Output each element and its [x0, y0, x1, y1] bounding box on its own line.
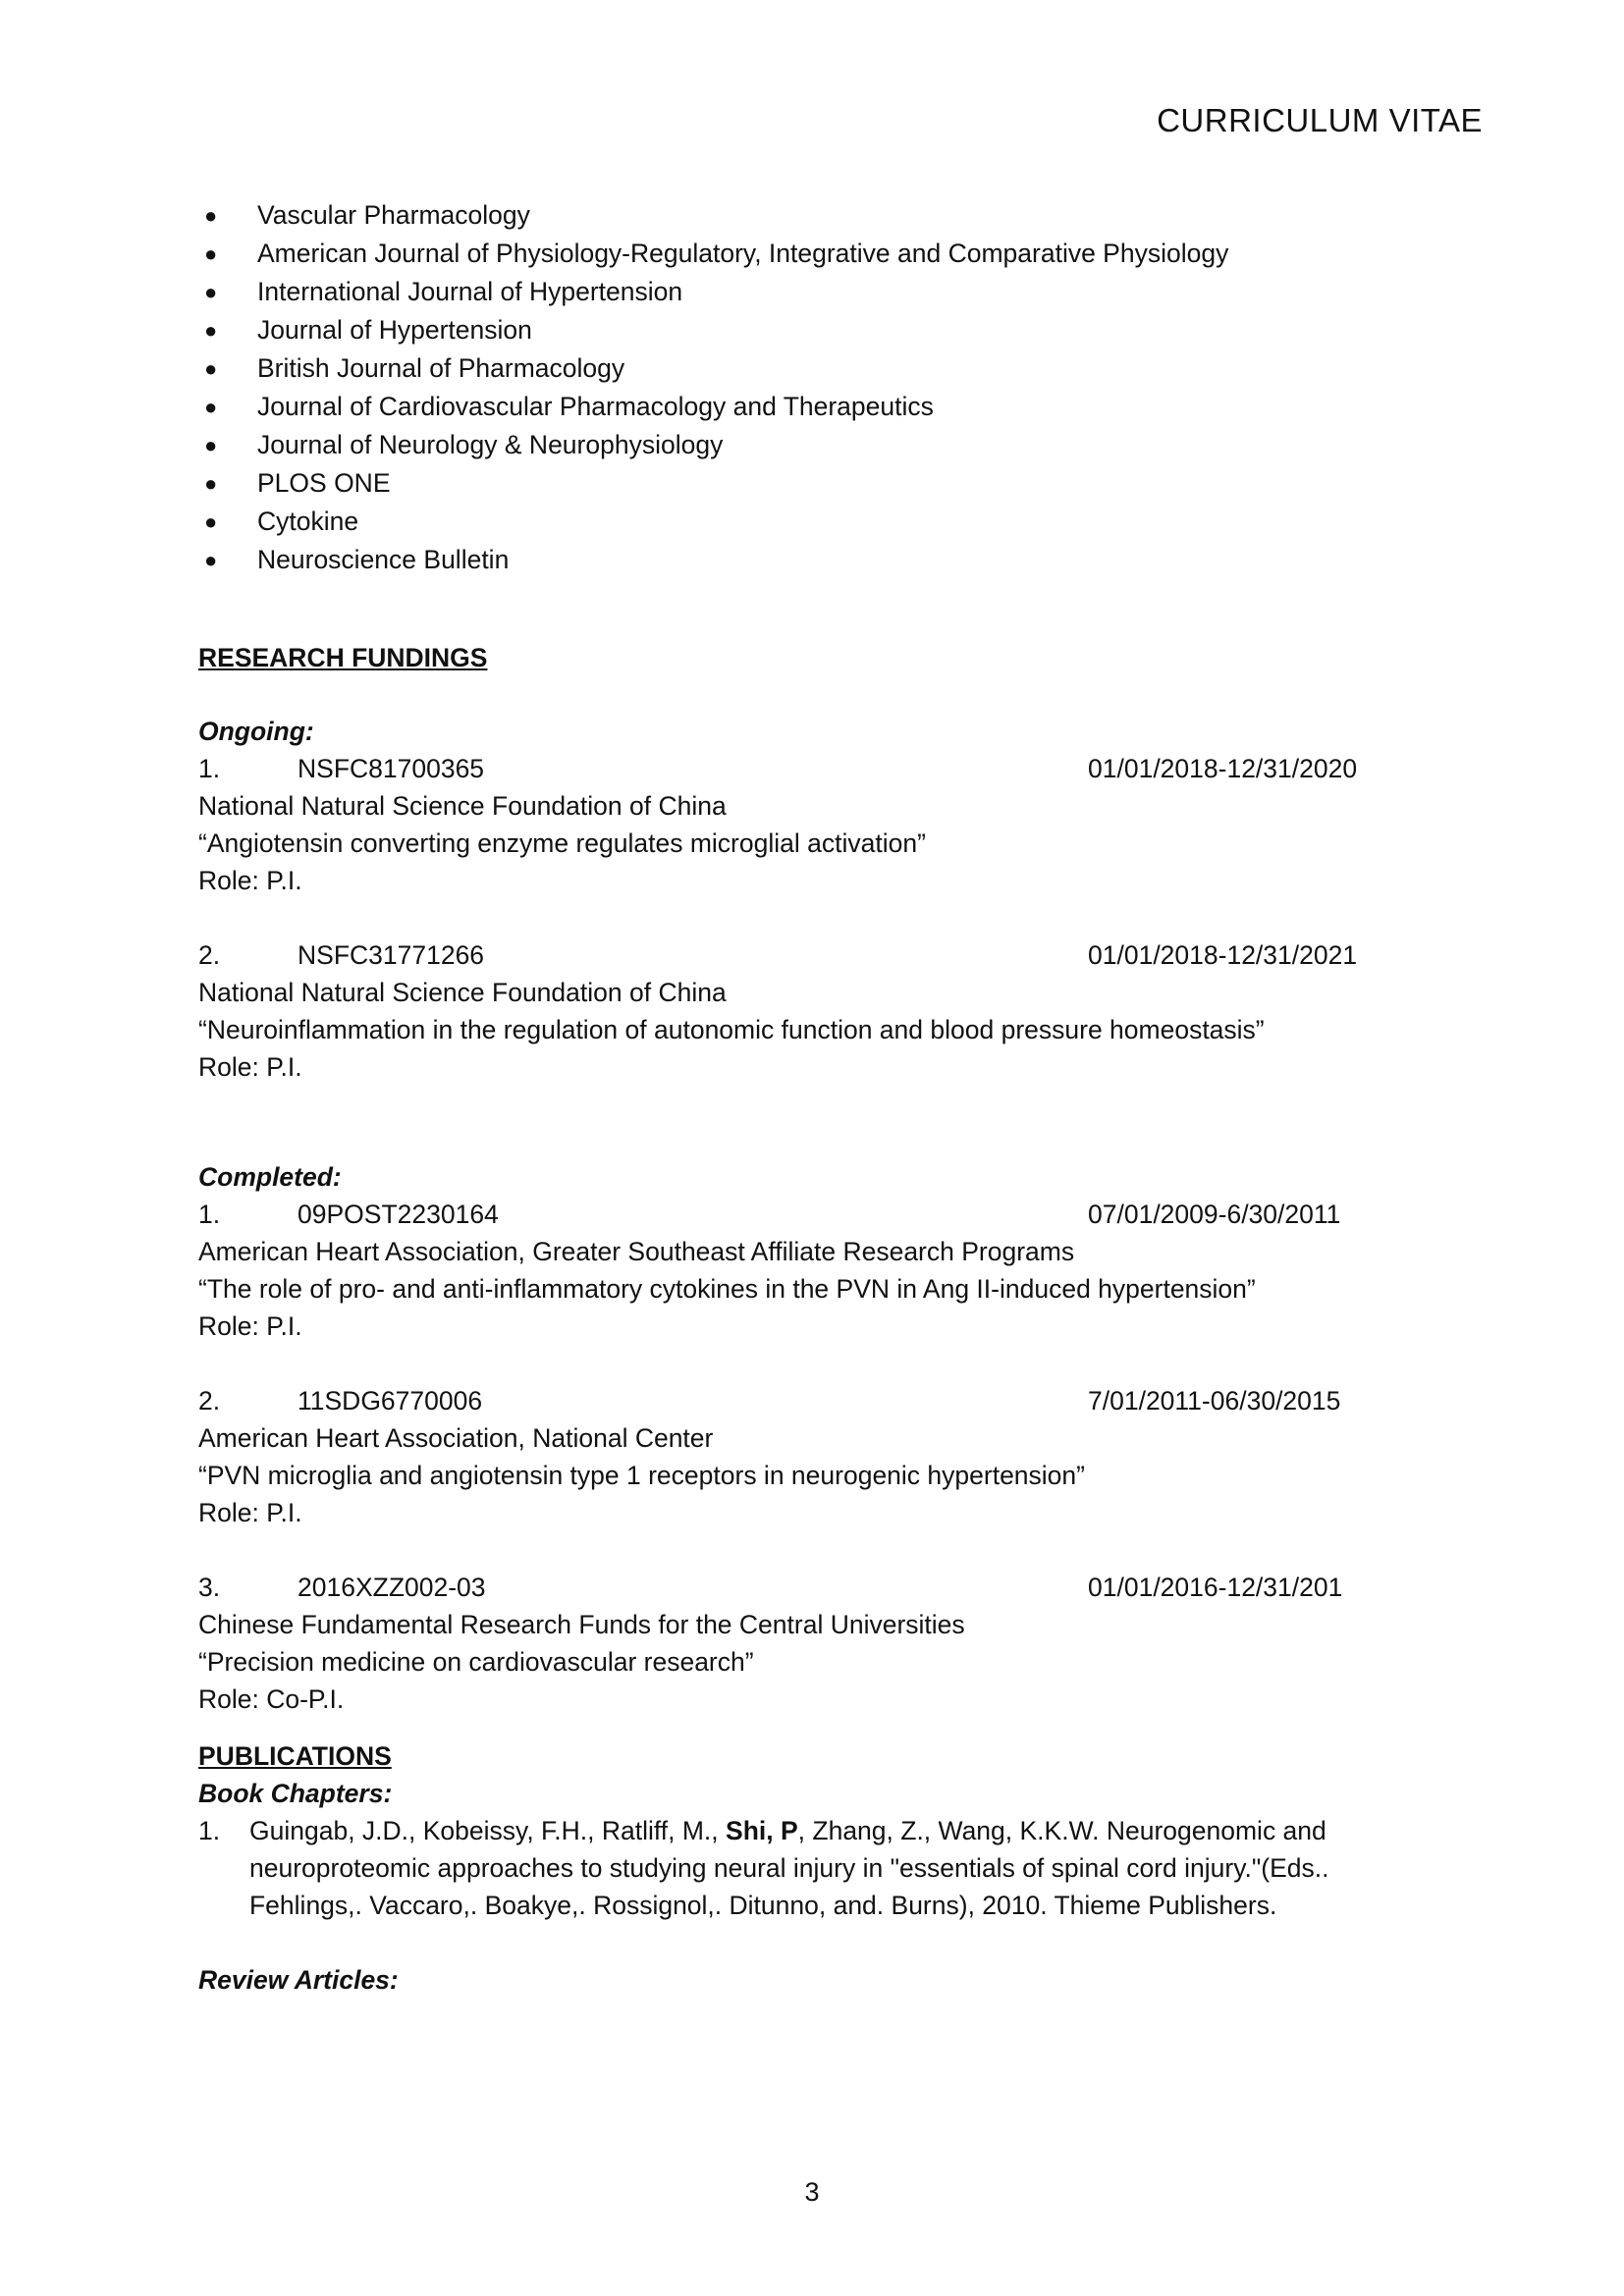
- grant-dates: 01/01/2016-12/31/201: [1088, 1573, 1343, 1602]
- publication-entry: [198, 1812, 1455, 1924]
- publications-heading: PUBLICATIONS: [198, 1741, 392, 1771]
- grant-number: 3.: [198, 1573, 221, 1602]
- bullet-icon: ●: [204, 509, 218, 534]
- grant-role: Role: P.I.: [198, 866, 302, 895]
- grant-number: 2.: [198, 940, 221, 970]
- list-item: ● Journal of Cardiovascular Pharmacology and Therapeutics: [198, 388, 1455, 426]
- page-number: 3: [804, 2177, 820, 2207]
- list-item: ● British Journal of Pharmacology: [198, 349, 1455, 388]
- grant-dates: 01/01/2018-12/31/2021: [1088, 940, 1358, 970]
- grant-agency: American Heart Association, National Center: [198, 1423, 714, 1453]
- publication-line: Guingab, J.D., Kobeissy, F.H., Ratliff, M., Shi, P, Zhang, Z., Wang, K.K.W. Neurogenomic and: [249, 1816, 1326, 1845]
- list-item: ● Neuroscience Bulletin: [198, 541, 1455, 579]
- grant-title: “PVN microglia and angiotensin type 1 receptors in neurogenic hypertension”: [198, 1461, 1085, 1490]
- list-item: ● American Journal of Physiology-Regulatory, Integrative and Comparative Physiology: [198, 235, 1455, 273]
- page-header-title: CURRICULUM VITAE: [1157, 102, 1483, 138]
- grant-role: Role: P.I.: [198, 1052, 302, 1082]
- list-item: ● Journal of Neurology & Neurophysiology: [198, 426, 1455, 464]
- document-body: [198, 196, 1455, 1999]
- list-item: ● Cytokine: [198, 503, 1455, 541]
- bullet-icon: ●: [204, 280, 218, 304]
- bullet-icon: ●: [204, 395, 218, 419]
- grant-agency: National Natural Science Foundation of China: [198, 978, 727, 1007]
- bullet-icon: ●: [204, 471, 218, 496]
- grant-number: 1.: [198, 754, 221, 783]
- grant-number: 1.: [198, 1200, 221, 1229]
- publication-line: Fehlings,. Vaccaro,. Boakye,. Rossignol,. Ditunno, and. Burns), 2010. Thieme Publishers.: [249, 1891, 1277, 1920]
- grant-entry: [198, 1196, 1455, 1345]
- list-item: ● Journal of Hypertension: [198, 311, 1455, 349]
- grant-title: “Angiotensin converting enzyme regulates microglial activation”: [198, 828, 926, 858]
- grant-role: Role: Co-P.I.: [198, 1684, 345, 1714]
- grant-id: NSFC81700365: [298, 754, 485, 783]
- grant-number: 2.: [198, 1386, 221, 1415]
- bullet-icon: ●: [204, 241, 218, 266]
- grant-dates: 07/01/2009-6/30/2011: [1088, 1200, 1341, 1229]
- completed-heading: Completed:: [198, 1162, 342, 1192]
- grant-dates: 7/01/2011-06/30/2015: [1088, 1386, 1341, 1415]
- grant-entry: [198, 1382, 1455, 1531]
- list-item: ● Vascular Pharmacology: [198, 196, 1455, 235]
- highlighted-author: Shi, P: [726, 1816, 798, 1845]
- grant-title: “Neuroinflammation in the regulation of autonomic function and blood pressure homeostasis”: [198, 1015, 1265, 1044]
- list-item: ● PLOS ONE: [198, 464, 1455, 503]
- list-item: ● International Journal of Hypertension: [198, 273, 1455, 311]
- grant-entry: [198, 936, 1455, 1086]
- publication-line: neuroproteomic approaches to studying neural injury in "essentials of spinal cord injury."(Eds..: [249, 1853, 1329, 1883]
- grant-role: Role: P.I.: [198, 1498, 302, 1527]
- review-articles-heading: Review Articles:: [198, 1965, 399, 1995]
- bullet-icon: ●: [204, 203, 218, 228]
- grant-role: Role: P.I.: [198, 1311, 302, 1341]
- grant-id: 2016XZZ002-03: [298, 1573, 486, 1602]
- grant-id: 11SDG6770006: [298, 1386, 483, 1415]
- research-fundings-heading: RESEARCH FUNDINGS: [198, 643, 488, 672]
- book-chapters-heading: Book Chapters:: [198, 1779, 393, 1808]
- grant-agency: Chinese Fundamental Research Funds for the Central Universities: [198, 1610, 965, 1639]
- publication-number: 1.: [198, 1816, 221, 1845]
- grant-id: 09POST2230164: [298, 1200, 499, 1229]
- grant-agency: American Heart Association, Greater Southeast Affiliate Research Programs: [198, 1237, 1075, 1266]
- journal-list: [198, 196, 1455, 579]
- grant-agency: National Natural Science Foundation of China: [198, 791, 727, 821]
- bullet-icon: ●: [204, 433, 218, 457]
- grant-title: “The role of pro- and anti-inflammatory cytokines in the PVN in Ang II-induced hypertension”: [198, 1274, 1256, 1304]
- grant-entry: [198, 750, 1455, 899]
- ongoing-heading: Ongoing:: [198, 717, 314, 746]
- bullet-icon: ●: [204, 356, 218, 381]
- grant-dates: 01/01/2018-12/31/2020: [1088, 754, 1358, 783]
- grant-id: NSFC31771266: [298, 940, 485, 970]
- grant-title: “Precision medicine on cardiovascular research”: [198, 1647, 754, 1677]
- bullet-icon: ●: [204, 318, 218, 343]
- grant-entry: [198, 1569, 1455, 1718]
- bullet-icon: ●: [204, 548, 218, 572]
